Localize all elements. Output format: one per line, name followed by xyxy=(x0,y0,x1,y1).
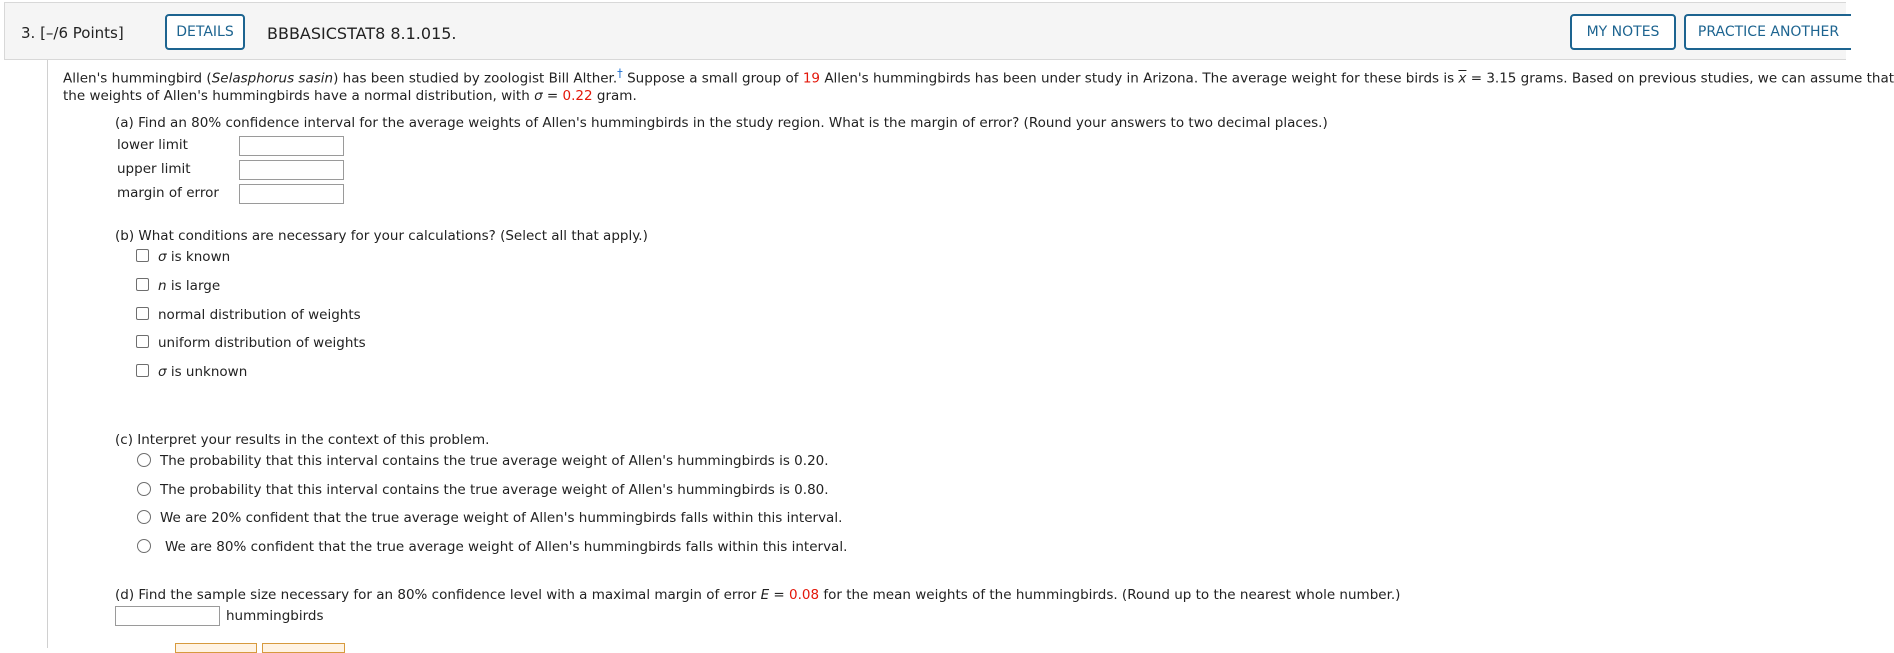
footnote-dagger-link[interactable]: † xyxy=(617,67,623,80)
details-button[interactable]: DETAILS xyxy=(165,14,245,50)
sigma-unknown-label: σ is unknown xyxy=(158,364,248,380)
normal-distribution-label: normal distribution of weights xyxy=(158,307,361,323)
e-symbol: E xyxy=(760,587,770,603)
option-probability-020-label: The probability that this interval contains the true average weight of Allen's hummingbirds is 0.20. xyxy=(160,453,829,469)
sigma-known-label: σ is known xyxy=(158,249,231,265)
option-confident-80-label: We are 80% confident that the true average weight of Allen's hummingbirds falls within this interval. xyxy=(165,539,848,555)
part-c-prompt: (c) Interpret your results in the context of this problem. xyxy=(115,432,490,448)
intro-line-1: Allen's hummingbird (Selasphorus sasin) has been studied by zoologist Bill Alther.† Suppose a small group of 19 Allen's hummingbirds has been under study in Arizona. The average weight for these birds is $\overline{x} = 3.15$ grams. Based on previous studies, we can assume that xyxy=(63,67,1894,87)
option-confident-80-radio[interactable] xyxy=(137,539,151,553)
e-value: 0.08 xyxy=(789,587,820,603)
n-large-checkbox[interactable] xyxy=(136,278,149,291)
option-confident-20-radio[interactable] xyxy=(137,510,151,524)
part-d-prompt: (d) Find the sample size necessary for an 80% confidence level with a maximal margin of error E = 0.08 for the mean weights of the hummingbirds. (Round up to the nearest whole number.) xyxy=(115,587,1401,603)
option-confident-20-label: We are 20% confident that the true average weight of Allen's hummingbirds falls within this interval. xyxy=(160,510,843,526)
intro-line-2: the weights of Allen's hummingbirds have a normal distribution, with σ = 0.22 gram. xyxy=(63,88,637,104)
sample-size-input[interactable] xyxy=(115,606,220,626)
upper-limit-label: upper limit xyxy=(117,161,191,177)
bottom-action-button-1[interactable] xyxy=(175,643,257,653)
uniform-distribution-label: uniform distribution of weights xyxy=(158,335,366,351)
part-a-prompt: (a) Find an 80% confidence interval for the average weights of Allen's hummingbirds in the study region. What is the margin of error? (Round your answers to two decimal places.) xyxy=(115,115,1328,131)
lower-limit-input[interactable] xyxy=(239,136,344,156)
question-number: 3. [–/6 Points] xyxy=(21,24,124,42)
xbar-symbol: $\overline{x}$ xyxy=(1458,70,1467,87)
sigma-unknown-checkbox[interactable] xyxy=(136,364,149,377)
bottom-action-button-2[interactable] xyxy=(262,643,345,653)
option-probability-080-radio[interactable] xyxy=(137,482,151,496)
practice-another-button[interactable]: PRACTICE ANOTHER xyxy=(1684,14,1851,50)
sample-count: 19 xyxy=(802,70,821,87)
n-large-label: n is large xyxy=(158,278,221,294)
question-code: BBBASICSTAT8 8.1.015. xyxy=(267,24,457,43)
lower-limit-label: lower limit xyxy=(117,137,188,153)
upper-limit-input[interactable] xyxy=(239,160,344,180)
my-notes-button[interactable]: MY NOTES xyxy=(1570,14,1676,50)
sigma-value: 0.22 xyxy=(562,88,593,104)
option-probability-080-label: The probability that this interval contains the true average weight of Allen's hummingbirds is 0.80. xyxy=(160,482,829,498)
sigma-symbol: σ xyxy=(534,88,543,104)
margin-of-error-input[interactable] xyxy=(239,184,344,204)
option-probability-020-radio[interactable] xyxy=(137,453,151,467)
margin-of-error-label: margin of error xyxy=(117,185,219,201)
species-name: Selasphorus sasin xyxy=(211,70,334,87)
part-b-prompt: (b) What conditions are necessary for your calculations? (Select all that apply.) xyxy=(115,228,648,244)
normal-distribution-checkbox[interactable] xyxy=(136,307,149,320)
sample-size-unit: hummingbirds xyxy=(226,608,324,624)
sigma-known-checkbox[interactable] xyxy=(136,249,149,262)
uniform-distribution-checkbox[interactable] xyxy=(136,335,149,348)
